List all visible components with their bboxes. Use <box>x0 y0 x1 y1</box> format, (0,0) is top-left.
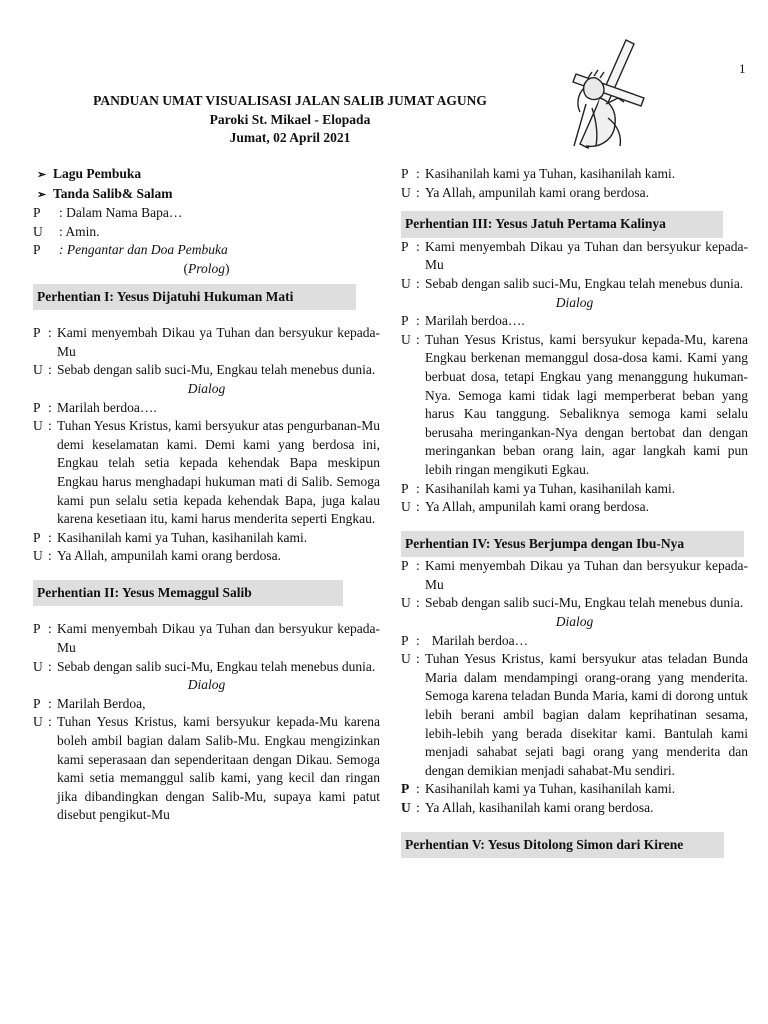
prayer-line: U : Ya Allah, ampunilah kami orang berdosa. <box>401 184 649 200</box>
document-title: PANDUAN UMAT VISUALISASI JALAN SALIB JUMAT AGUNG <box>93 93 487 108</box>
prayer-line: U : Sebab dengan salib suci-Mu, Engkau telah menebus dunia. <box>33 362 376 378</box>
prayer-line: U : Tuhan Yesus Kristus, kami bersyukur kepada-Mu karena boleh ambil bagian dalam Salib-Mu. Engkau mengizinkan kami seperasaan dan sependeritaan dengan Dikau. Semoga kami setia memanggul salib kami, yang kecil dan ringan jika dibandingkan dengan Salib-Mu, supaya kami patut disebut pengikut-Mu <box>33 714 380 823</box>
dialog-label: Dialog <box>187 380 226 396</box>
intro-line: U : Amin. <box>33 223 100 239</box>
prayer-line: U : Sebab dengan salib suci-Mu, Engkau telah menebus dunia. <box>33 658 376 674</box>
prayer-line: U : Ya Allah, ampunilah kami orang berdosa. <box>33 548 281 564</box>
prolog-label: (Prolog) <box>183 260 230 276</box>
dialog-label: Dialog <box>187 677 226 693</box>
document-header <box>40 92 540 148</box>
prayer-line: P : Kami menyembah Dikau ya Tuhan dan bersyukur kepada-Mu <box>33 325 380 359</box>
prayer-line: P : Marilah berdoa…. <box>33 399 157 415</box>
prayer-line: U : Sebab dengan salib suci-Mu, Engkau telah menebus dunia. <box>401 595 744 611</box>
prayer-line: P : Kasihanilah kami ya Tuhan, kasihanilah kami. <box>33 529 308 545</box>
prayer-line: P : Marilah Berdoa, <box>33 695 146 711</box>
left-column <box>33 165 380 825</box>
arrow-bullet-icon: ➢ <box>37 188 47 201</box>
section-heading-station-3: Perhentian III: Yesus Jatuh Pertama Kalinya <box>401 211 723 238</box>
right-column <box>401 165 748 858</box>
page-number: 1 <box>739 61 746 76</box>
dialog-label: Dialog <box>555 614 594 630</box>
jesus-carrying-cross-illustration <box>548 38 660 150</box>
intro-line: P : Dalam Nama Bapa… <box>33 205 183 221</box>
prayer-line: U : Tuhan Yesus Kristus, kami bersyukur atas teladan Bunda Maria dalam mendampingi orang-orang yang menderita. Semoga karena teladan Bunda Maria, kami di dorong untuk lebih berani ambil bagian dalam keprihatinan sesama, lebih-lebih yang berada disekitar kami. Bantulah kami menjadi sahabat sejati bagi orang yang menderita dan dengan demikian menjadi sahabat-Mu sendiri. <box>401 651 748 778</box>
dialog-label: Dialog <box>555 294 594 310</box>
prayer-line: P : Kami menyembah Dikau ya Tuhan dan bersyukur kepada-Mu <box>401 238 748 273</box>
prayer-line: P : Kasihanilah kami ya Tuhan, kasihanilah kami. <box>401 781 676 797</box>
bullet-item: ➢ Lagu Pembuka <box>33 165 380 185</box>
section-heading-station-5: Perhentian V: Yesus Ditolong Simon dari Kirene <box>401 832 724 859</box>
intro-line: P : Pengantar dan Doa Pembuka <box>33 242 228 258</box>
prayer-line: P : Marilah berdoa…. <box>401 313 525 329</box>
prayer-line: P : Kasihanilah kami ya Tuhan, kasihanilah kami. <box>401 480 676 496</box>
prayer-line: U : Tuhan Yesus Kristus, kami bersyukur atas pengurbanan-Mu demi keselamatan kami. Demi kami yang berdosa ini, Engkau telah setia kepada kehendak Bapa meskipun Engkau harus menghadapi hukuman mati di Salib. Semoga kami pun selalu setia kepada kehendak Bapa, juga kalau karena kesetiaan itu, kami harus menderita seperti Engkau. <box>33 418 380 527</box>
prayer-line: P : Kami menyembah Dikau ya Tuhan dan bersyukur kepada-Mu <box>33 621 380 656</box>
prayer-line: P : Marilah berdoa… <box>401 632 529 648</box>
arrow-bullet-icon: ➢ <box>37 169 47 181</box>
prayer-line: P : Kasihanilah kami ya Tuhan, kasihanilah kami. <box>401 166 676 181</box>
prayer-line: U : Tuhan Yesus Kristus, kami bersyukur kepada-Mu, karena Engkau berkenan memanggul dosa-dosa kami. Kami yang berbuat dosa, tetapi Engkau yang menanggung hukuman-Nya. Semoga kami tidak lagi memperberat beban yang harus Kau tanggung. Sebaliknya semoga kami selalu berusaha meringankan-Nya dengan bertobat dan dengan meringankan beban orang lain, agar langkah kami pun lebih ringan mengikuti Egkau. <box>401 331 748 477</box>
prayer-line: U : Ya Allah, ampunilah kami orang berdosa. <box>401 499 649 515</box>
event-date: Jumat, 02 April 2021 <box>229 130 351 146</box>
section-heading-station-1: Perhentian I: Yesus Dijatuhi Hukuman Mati <box>33 284 356 311</box>
section-heading-station-2: Perhentian II: Yesus Memaggul Salib <box>33 580 343 607</box>
prayer-line: U : Ya Allah, kasihanilah kami orang berdosa. <box>401 800 654 815</box>
prayer-line: U : Sebab dengan salib suci-Mu, Engkau telah menebus dunia. <box>401 275 744 291</box>
parish-name: Paroki St. Mikael - Elopada <box>209 111 371 127</box>
section-heading-station-4: Perhentian IV: Yesus Berjumpa dengan Ibu-Nya <box>401 531 744 558</box>
prayer-line: P : Kami menyembah Dikau ya Tuhan dan bersyukur kepada-Mu <box>401 558 748 592</box>
bullet-item: ➢ Tanda Salib& Salam <box>33 185 380 205</box>
